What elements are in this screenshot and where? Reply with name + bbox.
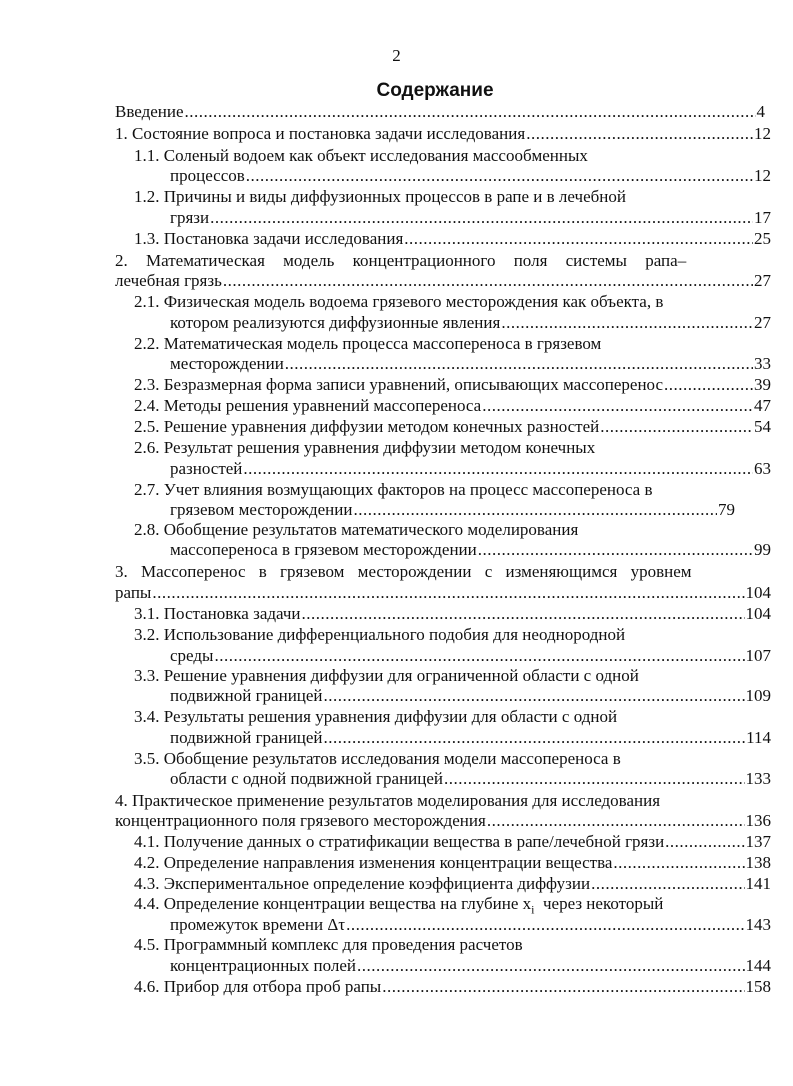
toc-entry-4-5: [170, 956, 771, 976]
toc-entry-3-5: [170, 769, 771, 789]
toc-entry-2: [115, 271, 771, 291]
dot-leader: [478, 540, 753, 560]
toc-entry-title: массопереноса в грязевом месторождении: [170, 540, 477, 559]
toc-entry-3-2: [170, 646, 771, 666]
toc-entry-1-1-line1: 1.1. Соленый водоем как объект исследования массообменных: [134, 146, 588, 165]
toc-entry-title: 4.3. Экспериментальное определение коэффициента диффузии: [134, 874, 591, 893]
toc-entry-page: 33: [754, 354, 771, 373]
toc-entry-3-3-line1: 3.3. Решение уравнения диффузии для ограниченной области с одной: [134, 666, 639, 685]
toc-entry-page: 27: [754, 313, 771, 332]
toc-entry-3-line1: 3. Массоперенос в грязевом месторождении с изменяющимся уровнем: [115, 562, 692, 581]
toc-entry-page: 12: [754, 166, 771, 185]
toc-entry-2-2-line1: 2.2. Математическая модель процесса массопереноса в грязевом: [134, 334, 602, 353]
toc-entry-page: 54: [754, 417, 771, 436]
dot-leader: [613, 853, 744, 873]
toc-entry-3-1: [134, 604, 771, 624]
toc-entry-4-2: [134, 853, 771, 873]
toc-entry-4: [115, 811, 771, 831]
toc-entry-4-4-tail: через некоторый: [534, 894, 664, 913]
dot-leader: [210, 208, 753, 228]
toc-entry-title: подвижной границей: [170, 686, 323, 705]
toc-entry-2-1-line1: 2.1. Физическая модель водоема грязевого месторождения как объекта, в: [134, 292, 664, 311]
toc-entry-title: 4.2. Определение направления изменения концентрации вещества: [134, 853, 613, 872]
toc-entry-page: 133: [745, 769, 771, 788]
dot-leader: [357, 956, 745, 976]
toc-entry-4-line1: 4. Практическое применение результатов моделирования для исследования: [115, 791, 661, 810]
toc-entry-page: 158: [745, 977, 771, 996]
toc-entry-page: 25: [754, 229, 771, 248]
toc-entry-3: [115, 583, 771, 603]
page-number: 2: [392, 46, 401, 65]
dot-leader: [152, 583, 744, 603]
toc-entry-title: 4.1. Получение данных о стратификации вещества в рапе/лечебной грязи: [134, 832, 665, 851]
toc-entry-4-4: [170, 915, 771, 935]
toc-entry-2-line1: 2. Математическая модель концентрационного поля системы рапа–: [115, 251, 687, 270]
toc-entry-title: 2.4. Методы решения уравнений массопереноса: [134, 396, 482, 415]
toc-entry-2-7: [170, 500, 735, 520]
dot-leader: [382, 977, 744, 997]
dot-leader: [665, 832, 744, 852]
dot-leader: [214, 646, 744, 666]
dot-leader: [664, 375, 753, 395]
toc-entry-2-3: [134, 375, 771, 395]
toc-entry-page: 144: [745, 956, 771, 975]
dot-leader: [324, 728, 746, 748]
dot-leader: [482, 396, 753, 416]
toc-entry-title: концентрационных полей: [170, 956, 356, 975]
toc-entry-page: 4: [756, 102, 765, 121]
subscript: i: [531, 902, 535, 917]
dot-leader: [302, 604, 745, 624]
toc-entry-page: 17: [754, 208, 771, 227]
toc-entry-title: месторождении: [170, 354, 284, 373]
toc-entry-title: среды: [170, 646, 214, 665]
dot-leader: [600, 417, 753, 437]
toc-entry-2-6: [170, 459, 771, 479]
dot-leader: [223, 271, 753, 291]
toc-entry-2-8-line1: 2.8. Обобщение результатов математического моделирования: [134, 520, 579, 539]
toc-entry-page: 109: [745, 686, 771, 705]
toc-entry-title: рапы: [115, 583, 152, 602]
toc-entry-title: грязевом месторождении: [170, 500, 353, 519]
dot-leader: [243, 459, 753, 479]
toc-entry-title: промежуток времени Δτ: [170, 915, 346, 934]
dot-leader: [444, 769, 744, 789]
toc-entry-title: подвижной границей: [170, 728, 323, 747]
dot-leader: [324, 686, 745, 706]
toc-entry-2-8: [170, 540, 771, 560]
toc-entry-title: концентрационного поля грязевого месторождения: [115, 811, 486, 830]
toc-entry-4-6: [134, 977, 771, 997]
toc-entry-title: 2.3. Безразмерная форма записи уравнений, описывающих массоперенос: [134, 375, 664, 394]
toc-entry-page: 63: [754, 459, 771, 478]
toc-entry-4-4-text: 4.4. Определение концентрации вещества на глубине x: [134, 894, 532, 913]
dot-leader: [487, 811, 745, 831]
toc-entry-1-1: [170, 166, 771, 186]
toc-entry-title: 1. Состояние вопроса и постановка задачи исследования: [115, 124, 526, 143]
toc-entry-page: 143: [745, 915, 771, 934]
dot-leader: [404, 229, 753, 249]
toc-entry-3-5-line1: 3.5. Обобщение результатов исследования модели массопереноса в: [134, 749, 621, 768]
toc-entry-page: 138: [745, 853, 771, 872]
toc-entry-3-4-line1: 3.4. Результаты решения уравнения диффузии для области с одной: [134, 707, 618, 726]
toc-entry-title: грязи: [170, 208, 210, 227]
toc-entry-title: 4.6. Прибор для отбора проб рапы: [134, 977, 382, 996]
toc-entry-1-3: [134, 229, 771, 249]
toc-entry-page: 136: [745, 811, 771, 830]
toc-entry-page: 141: [745, 874, 771, 893]
toc-entry-3-4: [170, 728, 771, 748]
toc-entry-3-3: [170, 686, 771, 706]
toc-entry-title: области с одной подвижной границей: [170, 769, 444, 788]
toc-entry-page: 104: [745, 583, 771, 602]
toc-entry-page: 39: [754, 375, 771, 394]
toc-entry-page: 99: [754, 540, 771, 559]
toc-entry-1-2: [170, 208, 771, 228]
toc-entry-1-2-line1: 1.2. Причины и виды диффузионных процессов в рапе и в лечебной: [134, 187, 626, 206]
toc-entry-page: 114: [746, 728, 771, 747]
dot-leader: [185, 102, 756, 122]
toc-entry-title: лечебная грязь: [115, 271, 222, 290]
page-title: Содержание: [376, 80, 494, 101]
toc-entry-page: 137: [745, 832, 771, 851]
toc-entry-2-6-line1: 2.6. Результат решения уравнения диффузии методом конечных: [134, 438, 596, 457]
toc-entry-page: 12: [754, 124, 771, 143]
dot-leader: [591, 874, 744, 894]
toc-entry-title: процессов: [170, 166, 245, 185]
toc-entry-page: 27: [754, 271, 771, 290]
toc-entry-4-3: [134, 874, 771, 894]
toc-entry-page: 79: [718, 500, 735, 519]
toc-entry-2-7-line1: 2.7. Учет влияния возмущающих факторов на процесс массопереноса в: [134, 480, 653, 499]
toc-entry-1: [115, 124, 771, 144]
toc-entry-intro: [115, 102, 765, 122]
toc-entry-2-2: [170, 354, 771, 374]
toc-entry-3-2-line1: 3.2. Использование дифференциального подобия для неоднородной: [134, 625, 626, 644]
dot-leader: [346, 915, 744, 935]
toc-entry-page: 104: [745, 604, 771, 623]
toc-entry-2-4: [134, 396, 771, 416]
dot-leader: [353, 500, 717, 520]
dot-leader: [285, 354, 753, 374]
toc-entry-page: 107: [745, 646, 771, 665]
toc-entry-title: котором реализуются диффузионные явления: [170, 313, 501, 332]
toc-entry-4-1: [134, 832, 771, 852]
dot-leader: [526, 124, 753, 144]
toc-entry-page: 47: [754, 396, 771, 415]
toc-entry-title: 1.3. Постановка задачи исследования: [134, 229, 404, 248]
toc-entry-title: разностей: [170, 459, 243, 478]
toc-entry-title: Введение: [115, 102, 184, 121]
dot-leader: [501, 313, 753, 333]
toc-entry-title: 2.5. Решение уравнения диффузии методом конечных разностей: [134, 417, 600, 436]
dot-leader: [246, 166, 753, 186]
toc-entry-title: 3.1. Постановка задачи: [134, 604, 301, 623]
toc-entry-2-1: [170, 313, 771, 333]
toc-entry-2-5: [134, 417, 771, 437]
toc-entry-4-5-line1: 4.5. Программный комплекс для проведения расчетов: [134, 935, 523, 954]
